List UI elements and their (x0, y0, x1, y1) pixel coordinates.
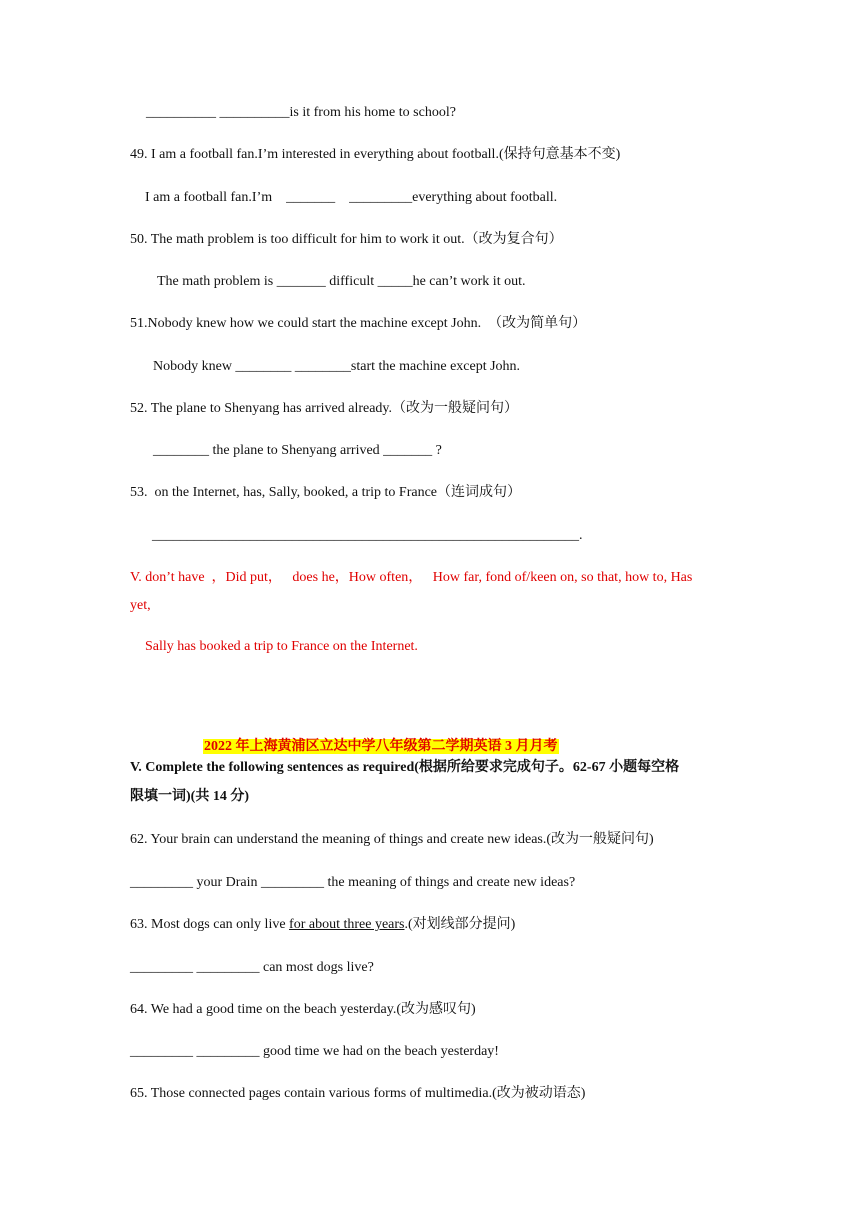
q51-prompt: 51.Nobody knew how we could start the machine except John. （改为简单句） (130, 316, 587, 331)
section-heading-line-1: V. Complete the following sentences as required(根据所给要求完成句子。62-67 小题每空格 (130, 760, 680, 775)
q50-answer-line: The math problem is _______ difficult _____he can’t work it out. (157, 274, 526, 289)
q63-prompt-before: 63. Most dogs can only live (130, 917, 290, 932)
q65-prompt: 65. Those connected pages contain various forms of multimedia.(改为被动语态) (130, 1086, 586, 1101)
q63-prompt-underlined: for about three years (289, 917, 405, 932)
q63-answer-line: _________ _________ can most dogs live? (130, 960, 374, 975)
answer-key-line-1: V. don’t have ，Did put， does he，How often， How far, fond of/keen on, so that, how to, Has (130, 570, 693, 585)
q50-prompt: 50. The math problem is too difficult for him to work it out.（改为复合句） (130, 232, 563, 247)
q62-prompt: 62. Your brain can understand the meaning of things and create new ideas.(改为一般疑问句) (130, 832, 654, 847)
q51-answer-line: Nobody knew ________ ________start the machine except John. (153, 359, 521, 374)
q64-answer-line: _________ _________ good time we had on the beach yesterday! (130, 1044, 499, 1059)
answer-key-line-3: Sally has booked a trip to France on the Internet. (145, 639, 418, 654)
q62-answer-line: _________ your Drain _________ the meaning of things and create new ideas? (130, 875, 576, 890)
q48-answer-line: __________ __________is it from his home to school? (146, 105, 456, 120)
q52-answer-line: ________ the plane to Shenyang arrived _______ ? (153, 443, 442, 458)
q64-prompt: 64. We had a good time on the beach yesterday.(改为感叹句) (130, 1002, 476, 1017)
q52-prompt: 52. The plane to Shenyang has arrived already.（改为一般疑问句） (130, 401, 519, 416)
q49-prompt: 49. I am a football fan.I’m interested in everything about football.(保持句意基本不变) (130, 147, 621, 162)
section-heading-line-2: 限填一词)(共 14 分) (130, 789, 249, 804)
q63-prompt-after: .(对划线部分提问) (404, 917, 516, 932)
q53-prompt: 53. on the Internet, has, Sally, booked, a trip to France（连词成句） (130, 485, 522, 500)
answer-key-line-2: yet, (130, 598, 151, 613)
q63-prompt (130, 916, 515, 934)
q49-answer-line: I am a football fan.I’m _______ _________everything about football. (145, 190, 558, 205)
section-title-text: 2022 年上海黄浦区立达中学八年级第二学期英语 3 月月考 (204, 739, 558, 754)
q53-answer-line: _____________________________________________________________. (152, 528, 583, 543)
